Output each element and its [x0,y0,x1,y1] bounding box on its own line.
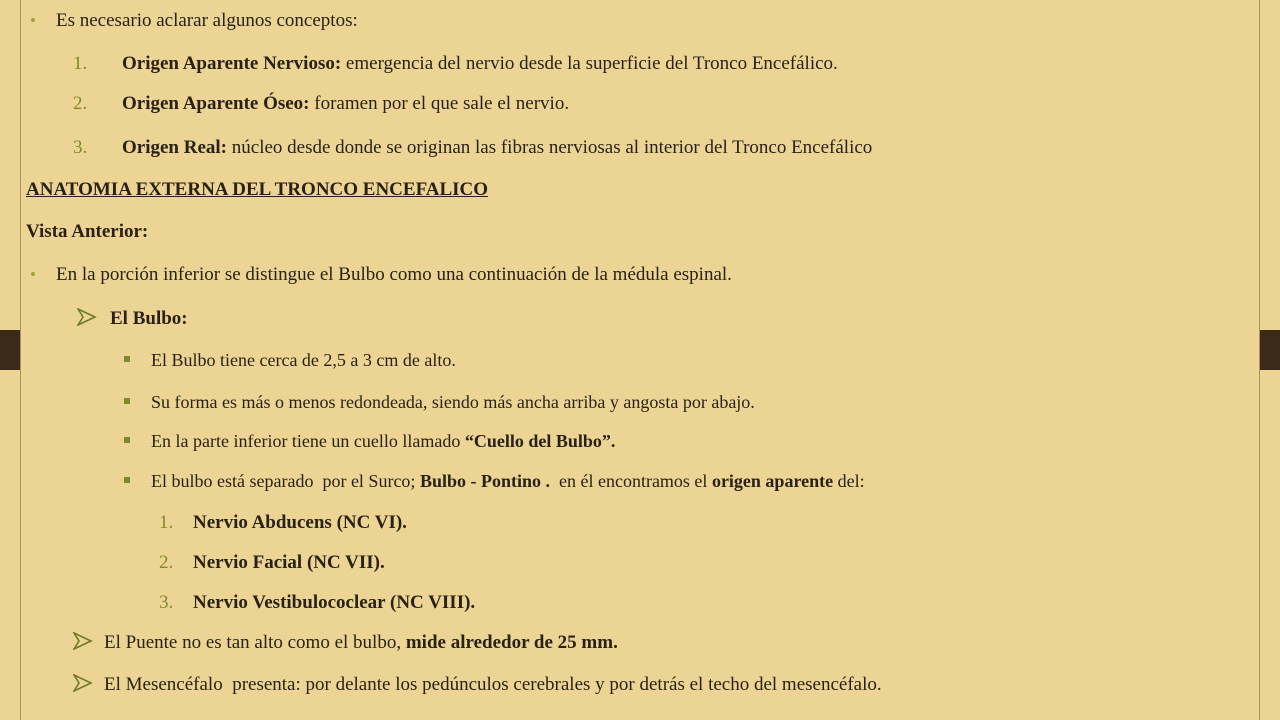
puente-text [104,631,618,655]
definition-term: Origen Aparente Nervioso: [122,53,342,74]
square-bullet-icon [124,437,130,443]
nerve-name: Nervio Facial (NC VII). [193,552,385,573]
arrow-bullet-icon [77,308,97,326]
bullet-dot-icon: • [30,265,36,284]
right-side-band [1260,0,1280,720]
bulbo-point-text: El Bulbo tiene cerca de 2,5 a 3 cm de alto. [151,350,456,370]
definition-text [122,52,838,76]
slide-content-area [20,0,1260,720]
right-dark-strip [1260,330,1280,370]
mesencefalo-text: El Mesencéfalo presenta: por delante los pedúnculos cerebrales y por detrás el techo del mesencéfalo. [104,674,882,695]
bulbo-point-bold: “Cuello del Bulbo”. [464,431,616,451]
intro-bullet-text: Es necesario aclarar algunos conceptos: [56,10,358,31]
nerve-number: 3. [159,592,174,613]
puente-bold: mide alrededor de 25 mm. [405,632,618,653]
definition-term: Origen Aparente Óseo: [122,93,310,114]
bullet-dot-icon: • [30,11,36,30]
definition-term: Origen Real: [122,137,228,158]
subtitle: Vista Anterior: [26,221,149,242]
left-side-band [0,0,20,720]
definition-description: núcleo desde donde se originan las fibras nerviosas al interior del Tronco Encefálico [227,137,873,158]
square-bullet-icon [124,356,130,362]
section-title: ANATOMIA EXTERNA DEL TRONCO ENCEFALICO [26,179,489,200]
bulbo-point-plain: En la parte inferior tiene un cuello llamado [151,431,465,451]
bulbo-heading: El Bulbo: [110,308,188,329]
nerve-name: Nervio Vestibulococlear (NC VIII). [193,592,476,613]
definition-number: 1. [73,53,88,74]
left-dark-strip [0,330,20,370]
definition-text [122,136,872,160]
bulbo-point-text: Su forma es más o menos redondeada, siendo más ancha arriba y angosta por abajo. [151,392,755,412]
main-bullet-text: En la porción inferior se distingue el Bulbo como una continuación de la médula espinal. [56,264,732,285]
bulbo-point-text [151,429,615,453]
bulbo-point-plain: del: [833,471,865,491]
definition-number: 2. [73,93,88,114]
bulbo-point-bold: Bulbo - Pontino . [419,471,550,491]
definition-description: emergencia del nervio desde la superficie del Tronco Encefálico. [341,53,838,74]
square-bullet-icon [124,398,130,404]
square-bullet-icon [124,477,130,483]
bulbo-point-plain: en él encontramos el [549,471,712,491]
bulbo-point-plain: El bulbo está separado por el Surco; [151,471,420,491]
nerve-name: Nervio Abducens (NC VI). [193,512,407,533]
bulbo-point-text [151,469,865,493]
definition-text [122,92,569,116]
arrow-bullet-icon [73,632,93,650]
puente-plain: El Puente no es tan alto como el bulbo, [104,632,406,653]
nerve-number: 1. [159,512,174,533]
arrow-bullet-icon [73,674,93,692]
definition-description: foramen por el que sale el nervio. [309,93,570,114]
bulbo-point-bold: origen aparente [711,471,834,491]
nerve-number: 2. [159,552,174,573]
definition-number: 3. [73,137,88,158]
